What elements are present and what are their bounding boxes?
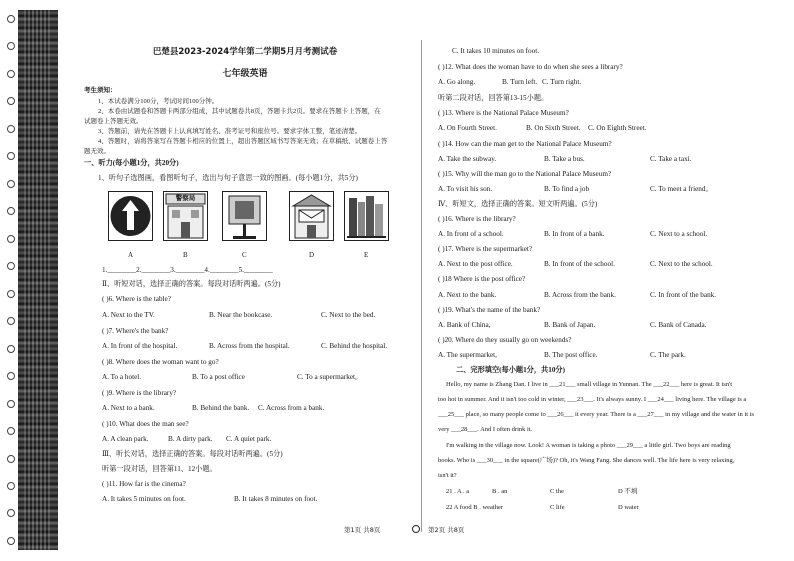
note-4: 4、答题时，请将答案写在答题卡相应的位置上，超出答题区域书写答案无效；在草稿纸、试题卷上答: [98, 138, 388, 145]
cloze-line-4: very ___28___. And I often drink it.: [438, 426, 533, 433]
q11: ( )11. How far is the cinema?: [102, 480, 186, 488]
picture-e: [344, 191, 389, 241]
q17-option-a: A. Next to the post office.: [438, 260, 513, 268]
picture-label-c: C: [242, 251, 247, 259]
q8: ( )8. Where does the woman want to go?: [102, 358, 219, 366]
q16-option-a: A. In front of a school.: [438, 230, 504, 238]
binding-strip: [18, 10, 58, 550]
q10-option-c: C. A quiet park.: [226, 435, 272, 443]
q7-option-a: A. In front of the hospital.: [102, 342, 178, 350]
q16-option-b: B. In front of a bank.: [544, 230, 605, 238]
binding-holes: [6, 15, 16, 545]
q7-option-b: B. Across from the hospital.: [209, 342, 290, 350]
cloze-line-7: isn't it?: [438, 472, 457, 479]
q12-option-c: C. Turn right.: [542, 78, 582, 86]
q8-option-a: A. To a hotel.: [102, 373, 142, 381]
q11-option-b: B. It takes 8 minutes on foot.: [234, 495, 318, 503]
q22-option-d: D water: [618, 504, 639, 511]
q16: ( )16. Where is the library?: [438, 215, 516, 223]
q6-option-c: C. Next to the bed.: [321, 311, 376, 319]
q8-option-c: C. To a supermarket。: [297, 373, 363, 381]
note-2b: 试题卷上答题无效。: [84, 118, 143, 125]
q9-option-b: B. Behind the bank.: [192, 404, 250, 412]
q7-option-c: C. Behind the hospital.: [321, 342, 388, 350]
q20-option-c: C. The park.: [650, 351, 686, 359]
part2-instructions: Ⅱ、听短对话，选择正确的答案。每段对话听两遍。(5分): [102, 280, 281, 288]
part1-instructions: 1、听句子选图画，看图听句子，选出与句子意思一致的图画。(每小题1分，共5分): [98, 174, 358, 182]
binding-margin: [0, 0, 70, 561]
q12-option-a: A. Go along.: [438, 78, 476, 86]
q18-option-b: B. Across from the bank.: [544, 291, 616, 299]
section2-heading: 二、完形填空(每小题1分，共10分): [456, 366, 566, 374]
q14-option-c: C. Take a taxi.: [650, 155, 692, 163]
q21-option-d: D 不填: [618, 488, 638, 495]
arrow-sign-icon: [109, 192, 152, 240]
road-sign-icon: [223, 192, 266, 240]
q13: ( )13. Where is the National Palace Museum?: [438, 109, 569, 117]
cloze-line-1: Hello, my name is Zhang Dan. I live in ___21___ small village in Yunnan. The ___22___ here is great. It isn't: [446, 381, 733, 388]
q22-option-c: C life: [550, 504, 565, 511]
q9-option-c: C. Across from a bank.: [258, 404, 325, 412]
q13-option-c: C. On Eighth Street.: [588, 124, 647, 132]
q15-option-b: B. To find a job: [544, 185, 590, 193]
q19-option-b: B. Bank of Japan.: [544, 321, 596, 329]
picture-c: [222, 191, 267, 241]
q7: ( )7. Where's the bank?: [102, 327, 169, 335]
q11-option-c: C. It takes 10 minutes on foot.: [452, 47, 540, 55]
q14-option-b: B. Take a bus.: [544, 155, 585, 163]
q18-option-c: C. In front of the bank.: [650, 291, 717, 299]
answer-blanks-1-5: 1.________2.________3.________4.________5.________: [102, 266, 273, 274]
subject-title: 七年级英语: [222, 69, 268, 79]
section1-heading: 一、听力(每小题1分，共20分): [84, 159, 179, 167]
books-icon: [345, 192, 388, 240]
page-number-left: 第1页 共8页: [344, 526, 381, 534]
note-4b: 题无效。: [84, 148, 110, 155]
part3-subinstructions: 听第一段对话，回答第11、12小题。: [102, 465, 217, 473]
q10: ( )10. What does the man see?: [102, 420, 189, 428]
q15: ( )15. Why will the man go to the National Palace Museum?: [438, 170, 612, 178]
cloze-line-3: ___25___ place, so many people come to ___26___ it every year. There is a ___27___ in my village and the water in it is: [438, 411, 754, 418]
q13-option-a: A. On Fourth Street.: [438, 124, 497, 132]
picture-label-b: B: [183, 251, 188, 259]
q21-option-a: 21 . A . a: [446, 488, 470, 495]
q17-option-c: C. Next to the school.: [650, 260, 713, 268]
page-number-right: 第2页 共8页: [428, 526, 465, 534]
part4-instructions: Ⅳ、听短文，选择正确的答案。短文听两遍。(5分): [438, 200, 598, 208]
q19-option-c: C. Bank of Canada.: [650, 321, 707, 329]
picture-a: [108, 191, 153, 241]
q12: ( )12. What does the woman have to do when she sees a library?: [438, 63, 623, 71]
cloze-line-2: too hot in summer. And it isn't too cold in winter, ___23___. It's always sunny. I ___24___ living here. The village is a: [438, 396, 747, 403]
q17-option-b: B. In front of the school.: [544, 260, 615, 268]
part3-instructions: Ⅲ、听长对话，选择正确的答案。每段对话听两遍。(5分): [102, 450, 283, 458]
q20-option-b: B. The post office.: [544, 351, 598, 359]
note-3: 3、答题前，请先在答题卡上认真填写姓名、准考证号和座位号。要求字体工整，笔迹清楚。: [98, 128, 362, 135]
q10-option-a: A. A clean park.: [102, 435, 149, 443]
picture-label-d: D: [309, 251, 315, 259]
q14-option-a: A. Take the subway.: [438, 155, 497, 163]
post-office-icon: [290, 192, 333, 240]
picture-b: [163, 191, 208, 241]
column-divider: [421, 40, 422, 532]
q19: ( )19. What's the name of the bank?: [438, 306, 541, 314]
picture-label-e: E: [364, 251, 369, 259]
q14: ( )14. How can the man get to the National Palace Museum?: [438, 140, 612, 148]
q6: ( )6. Where is the table?: [102, 295, 171, 303]
note-2: 2、本卷由试题卷和答题卡两部分组成，其中试题卷共8页，答题卡共2页。要求在答题卡上答题，在: [98, 108, 381, 115]
q20-option-a: A. The supermarket,: [438, 351, 497, 359]
q22-option-ab: 22 A food B . weather: [446, 504, 504, 511]
q8-option-b: B. To a post office: [192, 373, 245, 381]
picture-label-a: A: [128, 251, 134, 259]
q9-option-a: A. Next to a bank.: [102, 404, 155, 412]
q6-option-b: B. Near the bookcase.: [209, 311, 273, 319]
q17: ( )17. Where is the supermarket?: [438, 245, 533, 253]
q21-option-b: B . an: [492, 488, 508, 495]
q16-option-c: C. Next to a school.: [650, 230, 708, 238]
q10-option-b: B. A dirty park.: [168, 435, 213, 443]
cloze-line-5: I'm walking in the village now. Look! A woman is taking a photo ___29___ a little girl. Two boys are reading: [446, 442, 731, 449]
q11-option-a: A. It takes 5 minutes on foot.: [102, 495, 186, 503]
center-hole-mark: [412, 525, 420, 533]
q18-option-a: A. Next to the bank.: [438, 291, 497, 299]
q18: ( )18 Where is the post office?: [438, 275, 526, 283]
q6-option-a: A. Next to the TV.: [102, 311, 155, 319]
q20: ( )20. Where do they usually go on weekends?: [438, 336, 572, 344]
q9: ( )9. Where is the library?: [102, 389, 177, 397]
notes-heading: 考生须知：: [84, 87, 117, 94]
exam-title: 巴楚县2023-2024学年第二学期5月月考测试卷: [152, 47, 338, 57]
picture-d: [289, 191, 334, 241]
q21-option-c: C the: [550, 488, 564, 495]
q19-option-a: A. Bank of China,: [438, 321, 491, 329]
q12-option-b: B. Turn left.: [502, 78, 538, 86]
q13-option-b: B. On Sixth Street.: [526, 124, 581, 132]
q15-option-c: C. To meet a friend。: [650, 185, 713, 193]
cloze-line-6: books. Who is ___30___ in the square(广场)? Oh, it's Wang Fang. She dances well. The life here is very relaxing,: [438, 457, 735, 464]
q15-option-a: A. To visit his son.: [438, 185, 493, 193]
police-sign-label: 警察局: [175, 194, 196, 202]
part3-subinstructions-2: 听第二段对话，回答第13-15小题。: [438, 94, 549, 102]
note-1: 1、本试卷满分100分，考试时间100分钟。: [98, 98, 219, 105]
